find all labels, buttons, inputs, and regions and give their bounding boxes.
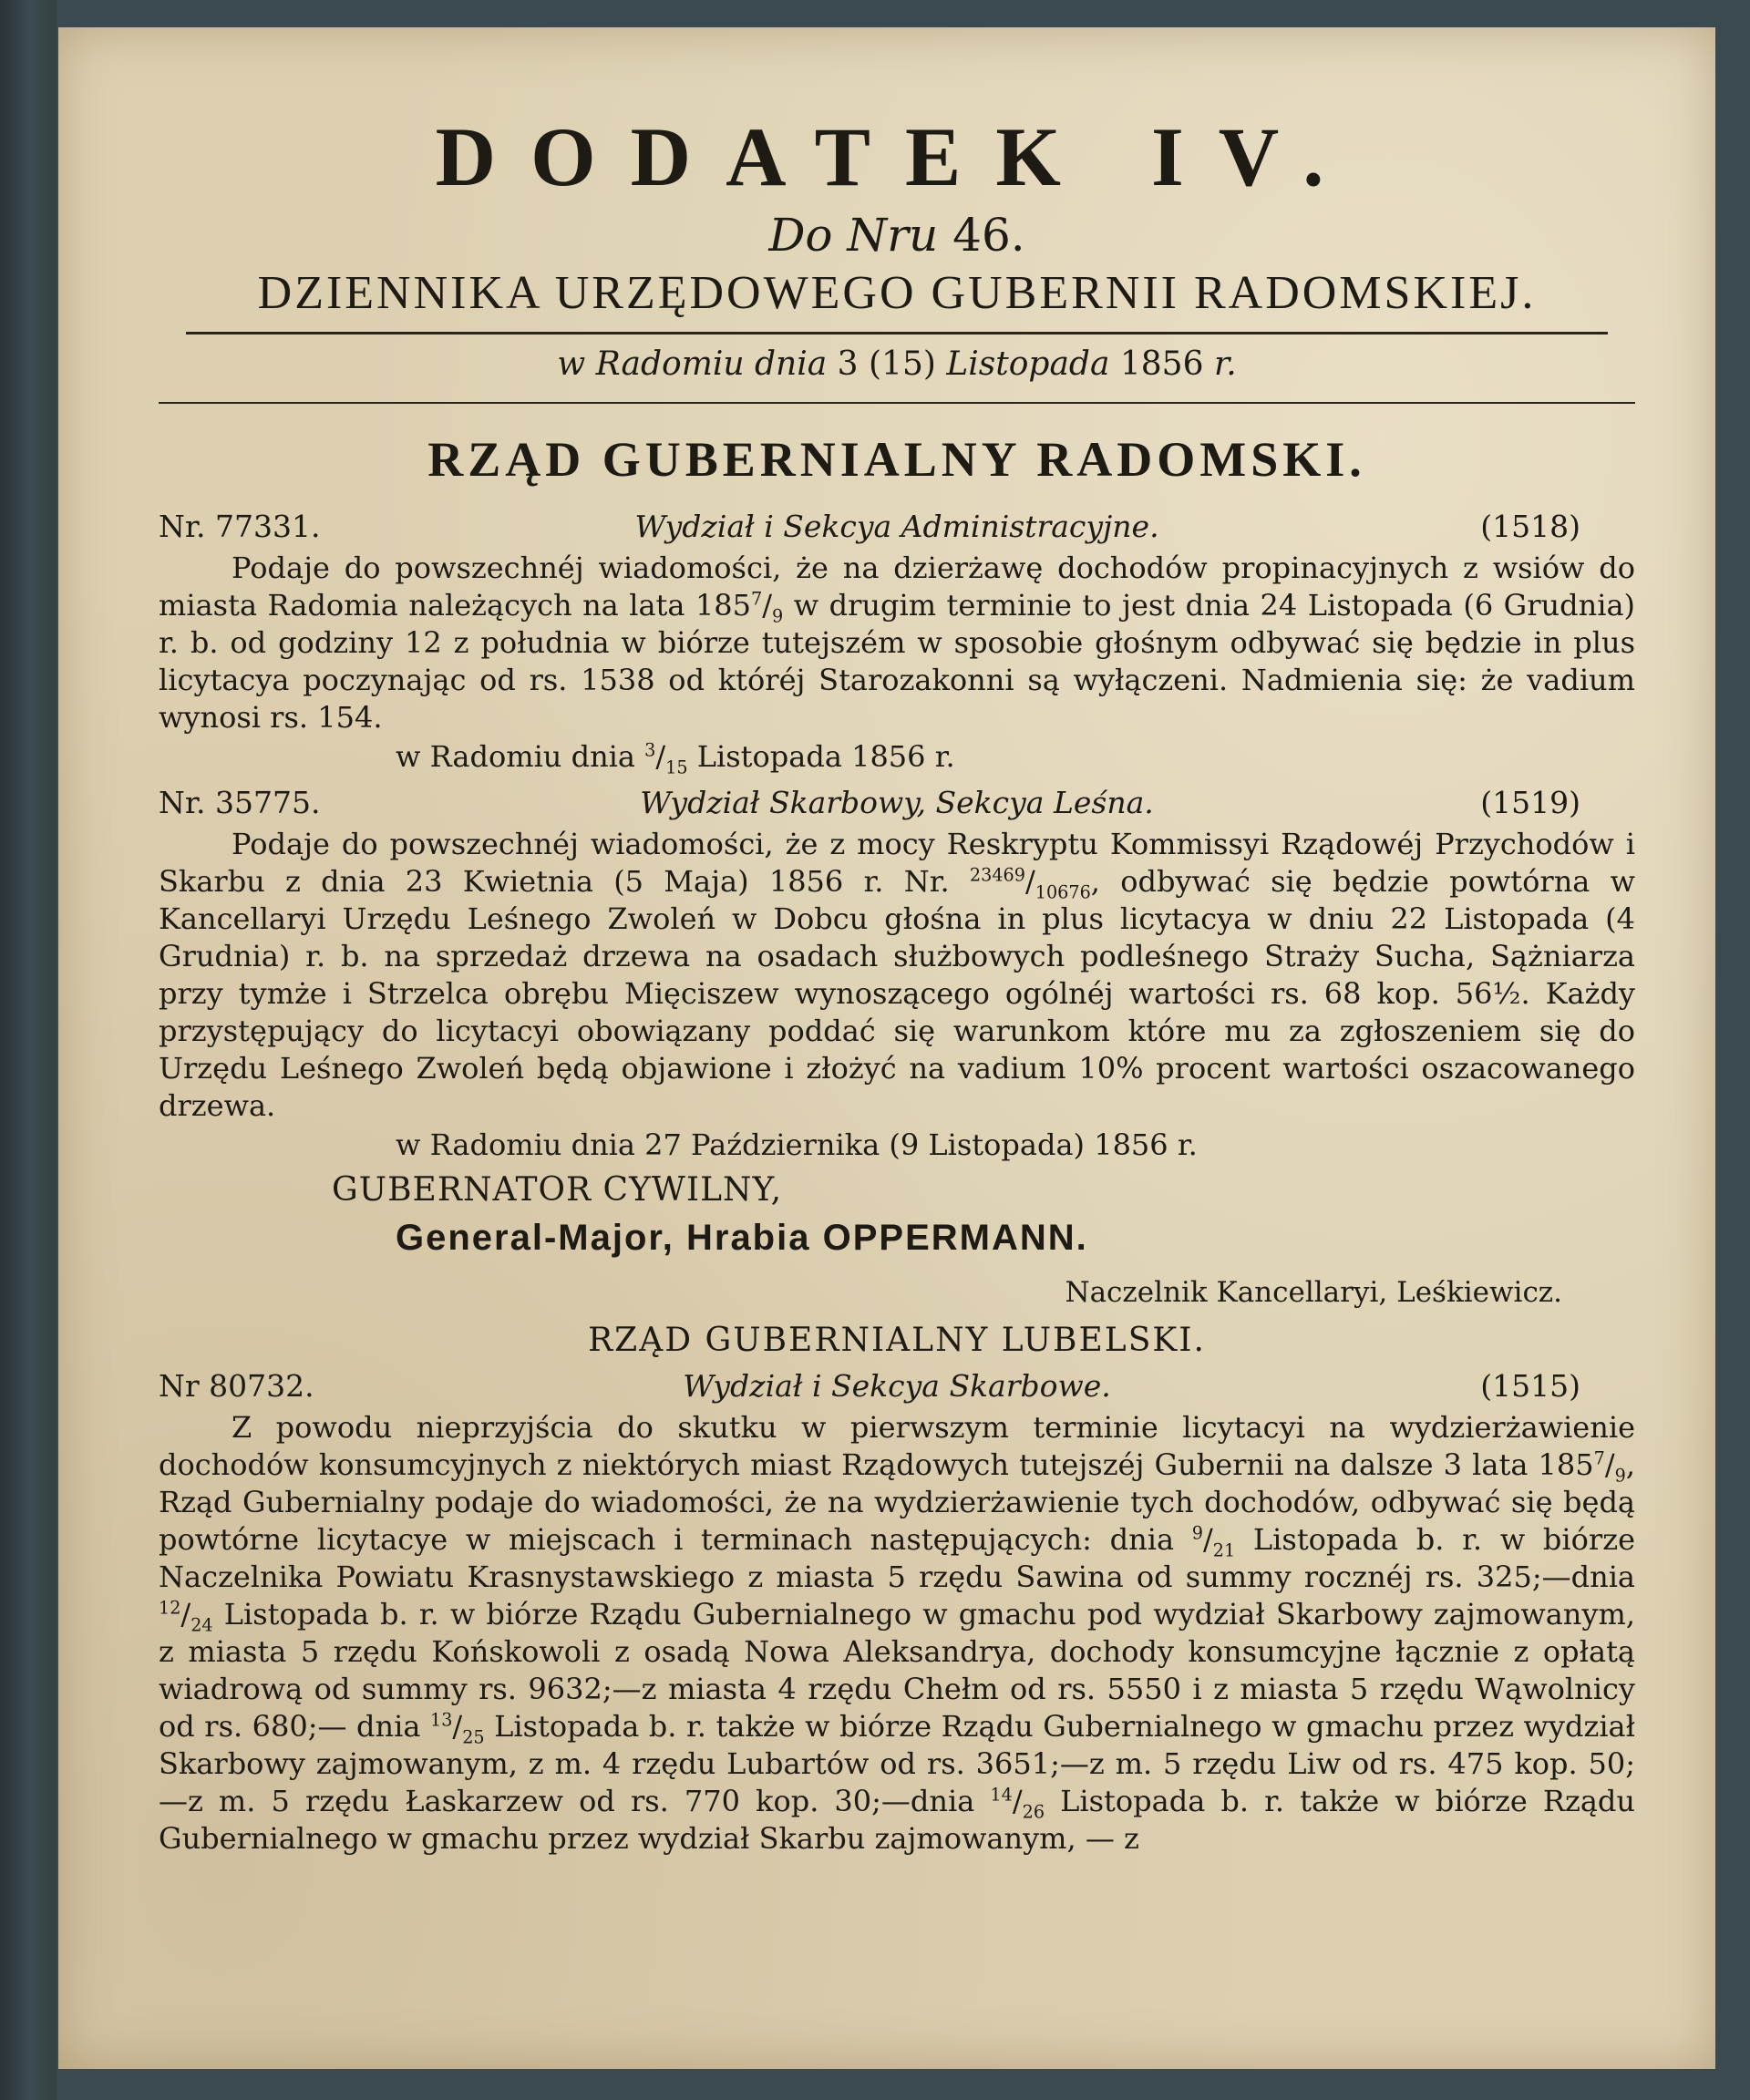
entry-text: Listopada b. r. w biórze Naczelnika Powiatu Krasnystawskiego z miasta 5 rzędu Sawina od summy rocznéj rs. 325;—dnia xyxy=(159,1522,1636,1594)
entry-text: Listopada b. r. w biórze Rządu Gubernialnego w gmachu pod wydział Skarbowy zajmowanym, z miasta 5 rzędu Końskowoli z osadą Nowa Aleksandrya, dochody konsumcyjne łącznie z opłatą wiadrową od summy rs. 9632;—z miasta 4 rzędu Chełm od rs. 5550 i z miasta 5 rzędu Wąwolnicy od rs. 680;— dnia xyxy=(159,1597,1635,1744)
signature-name: General-Major, Hrabia OPPERMANN. xyxy=(396,1218,1088,1258)
entry-body: Z powodu nieprzyjścia do skutku w pierwszym terminie licytacyi na wydzierżawienie dochodów konsumcyjnych z niektórych miast Rządowych tutejszéj Gubernii na dalsze 3 lata $185^7/_9$, Rząd Gubernialny podaje do wiadomości, że na wydzierżawienie tych dochodów, odbywać się będą powtórne licytacye w miejscach i terminach następujących: dnia $^9/_{21}$ Listopada b. r. w biórze Naczelnika Powiatu Krasnystawskiego z miasta 5 rzędu Sawina od summy rocznéj rs. 325;—dnia $^{12}/_{24}$ Listopada b. r. w biórze Rządu Gubernialnego w gmachu pod wydział Skarbowy zajmowanym, z miasta 5 rzędu Końskowoli z osadą Nowa Aleksandrya, dochody konsumcyjne łącznie z opłatą wiadrową od summy rs. 9632;—z miasta 4 rzędu Chełm od rs. 5550 i z miasta 5 rzędu Wąwolnicy od rs. 680;— dnia $^{13}/_{25}$ Listopada b. r. także w biórze Rządu Gubernialnego w gmachu przez wydział Skarbowy zajmowanym, z m. 4 rzędu Lubartów od rs. 3651;—z m. 5 rzędu Liw od rs. 475 kop. 50;—z m. 5 rzędu Łaskarzew od rs. 770 kop. 30;—dnia $^{14}/_{26}$ Listopada b. r. także w biórze Rządu Gubernialnego w gmachu przez wydział Skarbu zajmowanym, — z xyxy=(159,1410,1636,1856)
entry-place-date: w Radomiu dnia $^3/_{15}$ Listopada 1856 r. xyxy=(396,739,955,778)
supplement-title: DODATEK IV. xyxy=(435,110,1359,203)
page-content xyxy=(159,109,1635,1858)
entry-text: , odbywać się będzie powtórna w Kancellaryi Urzędu Leśnego Zwoleń w Dobcu głośna in plus licytacya w dniu 22 Listopada (4 Grudnia) r. b. na sprzedaż drzewa na osadach służbowych podleśnego Straży Sucha, Sążniarza przy tymże i Strzelca obrębu Mięciszew wynoszącego ogólnéj wartości rs. 68 kop. 56 xyxy=(159,864,1636,1011)
entry-text: , Rząd Gubernialny podaje do wiadomości, że na wydzierżawienie tych dochodów, odbywać się będą powtórne licytacye w miejscach i terminach następujących: dnia xyxy=(159,1447,1635,1557)
entry-body: Podaje do powszechnéj wiadomości, że na dzierżawę dochodów propinacyjnych z wsiów do miasta Radomia należących na lata $185^7/_9$ w drugim terminie to jest dnia 24 Listopada (6 Grudnia) r. b. od godziny 12 z południa w biórze tutejszém w sposobie głośnym odbywać się będzie in plus licytacya poczynając od rs. 1538 od któréj Starozakonni są wyłączeni. Nadmienia się: że vadium wynosi rs. 154. xyxy=(159,551,1636,735)
entry-number: Nr 80732. xyxy=(159,1368,314,1404)
entry-text: Listopada b. r. także w biórze Rządu Gubernialnego w gmachu przez wydział Skarbu zajmowanym, — z xyxy=(159,1784,1636,1856)
entry-number: Nr. 35775. xyxy=(159,785,321,820)
fraction-numerator: 7 xyxy=(751,588,763,610)
issue-date-suffix: r. xyxy=(1213,345,1237,383)
section-heading-lublin: RZĄD GUBERNIALNY LUBELSKI. xyxy=(588,1322,1206,1359)
entry-body: Podaje do powszechnéj wiadomości, że z mocy Reskryptu Kommissyi Rządowéj Przychodów i Skarbu z dnia 23 Kwietnia (5 Maja) 1856 r. Nr. $^{23469}/_{10676}$, odbywać się będzie powtórna w Kancellaryi Urzędu Leśnego Zwoleń w Dobcu głośna in plus licytacya w dniu 22 Listopada (4 Grudnia) r. b. na sprzedaż drzewa na osadach służbowych podleśnego Straży Sucha, Sążniarza przy tymże i Strzelca obrębu Mięciszew wynoszącego ogólnéj wartości rs. 68 kop. 56½. Każdy przystępujący do licytacyi obowiązany poddać się warunkom które mu za zgłoszeniem się do Urzędu Leśnego Zwoleń będą objawione i złożyć na vadium 10% procent wartości oszacowanego drzewa. xyxy=(159,827,1636,1123)
entry-number: Nr. 77331. xyxy=(159,509,321,544)
entry-header xyxy=(159,780,1635,826)
fraction-denominator: 15 xyxy=(665,757,688,778)
entry-text: w drugim terminie to jest dnia 24 Listopada (6 Grudnia) r. b. od godziny 12 z południa w biórze tutejszém w sposobie głośnym odbywać się będzie in plus licytacya poczynając od rs. 1538 od któréj Starozakonni są wyłączeni. Nadmienia się: że vadium wynosi rs. 154. xyxy=(159,588,1636,735)
half-fraction: ½ xyxy=(1492,976,1521,1011)
entry-code: (1515) xyxy=(1480,1368,1580,1404)
issue-date-place: w Radomiu dnia xyxy=(557,345,828,383)
entry-department: Wydział i Sekcya Skarbowe. xyxy=(683,1368,1111,1404)
issue-date-year: 1856 xyxy=(1119,345,1204,383)
entry-department: Wydział Skarbowy, Sekcya Leśna. xyxy=(640,785,1154,820)
fraction-denominator: 9 xyxy=(772,605,784,627)
issue-date-day: 3 (15) xyxy=(837,345,936,383)
header-rule-bottom xyxy=(159,402,1635,404)
entry-text: Listopada b. r. także w biórze Rządu Gubernialnego w gmachu przez wydział Skarbowy zajmowanym, z m. 4 rzędu Lubartów od rs. 3651;—z m. 5 rzędu Liw od rs. 475 kop. 50;—z m. 5 rzędu Łaskarzew od rs. 770 kop. 30;—dnia xyxy=(159,1709,1636,1818)
entry-text: . Każdy przystępujący do licytacyi obowiązany poddać się warunkom które mu za zgłoszeniem się do Urzędu Leśnego Zwoleń będą objawione i złożyć na vadium 10 xyxy=(159,976,1636,1086)
issue-number-value: 46. xyxy=(952,209,1025,262)
fraction-numerator: 9 xyxy=(1191,1522,1203,1544)
entry-text: procent wartości oszacowanego drzewa. xyxy=(159,1051,1635,1123)
fraction-denominator: 9 xyxy=(1614,1465,1626,1487)
fraction-numerator: 23469 xyxy=(969,864,1025,886)
entry-code: (1518) xyxy=(1480,509,1580,544)
entry-department: Wydział i Sekcya Administracyjne. xyxy=(634,509,1159,544)
percent-sign: % xyxy=(1116,1051,1144,1086)
book-binding xyxy=(0,0,57,2100)
fraction-denominator: 10676 xyxy=(1035,881,1091,903)
newspaper-page xyxy=(58,27,1715,2069)
header-rule-top xyxy=(186,332,1608,335)
entry-text: Podaje do powszechnéj wiadomości, że na dzierżawę dochodów propinacyjnych z wsiów do miasta Radomia należących na lata 185 xyxy=(159,551,1635,623)
fraction-denominator: 25 xyxy=(462,1726,485,1748)
entry-place-date: w Radomiu dnia 27 Października (9 Listopada) 1856 r. xyxy=(396,1127,1198,1162)
fraction-numerator: 7 xyxy=(1593,1447,1605,1469)
fraction-denominator: 24 xyxy=(190,1614,213,1636)
place-text: w Radomiu dnia xyxy=(396,739,635,774)
fraction-numerator: 13 xyxy=(429,1709,453,1731)
entry-text: Podaje do powszechnéj wiadomości, że z mocy Reskryptu Kommissyi Rządowéj Przychodów i Skarbu z dnia 23 Kwietnia (5 Maja) 1856 r. Nr. xyxy=(159,827,1635,899)
journal-title: DZIENNIKA URZĘDOWEGO GUBERNII RADOMSKIEJ. xyxy=(257,267,1537,319)
issue-prefix: Do Nru xyxy=(768,209,939,262)
issue-date xyxy=(159,342,1635,387)
fraction-numerator: 3 xyxy=(644,739,656,761)
issue-date-month: Listopada xyxy=(946,345,1110,383)
signature-title: GUBERNATOR CYWILNY, xyxy=(332,1171,783,1209)
section-heading-radom: RZĄD GUBERNIALNY RADOMSKI. xyxy=(427,432,1366,487)
chancellery-chief: Naczelnik Kancellaryi, Leśkiewicz. xyxy=(1065,1276,1562,1309)
place-text: Listopada 1856 r. xyxy=(696,739,955,774)
entry-header xyxy=(159,1364,1635,1409)
issue-number xyxy=(159,208,1635,262)
fraction-numerator: 14 xyxy=(990,1784,1013,1806)
fraction-numerator: 12 xyxy=(159,1597,181,1619)
entry-code: (1519) xyxy=(1480,785,1580,820)
fraction-denominator: 21 xyxy=(1212,1539,1236,1561)
entry-header xyxy=(159,504,1635,550)
entry-text: Z powodu nieprzyjścia do skutku w pierwszym terminie licytacyi na wydzierżawienie dochodów konsumcyjnych z niektórych miast Rządowych tutejszéj Gubernii na dalsze 3 lata 185 xyxy=(159,1410,1635,1482)
fraction-denominator: 26 xyxy=(1022,1801,1045,1823)
